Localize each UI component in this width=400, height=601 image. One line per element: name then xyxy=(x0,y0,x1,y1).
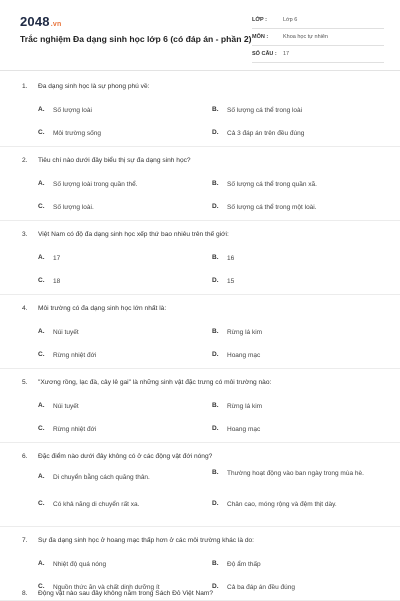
answer-option[interactable] xyxy=(38,106,92,116)
question-text xyxy=(22,157,191,164)
logo-main: 2048 xyxy=(20,14,50,29)
question-number: 2. xyxy=(22,157,28,164)
option-letter: B. xyxy=(212,254,219,261)
option-letter: B. xyxy=(212,106,219,113)
answer-option[interactable] xyxy=(38,328,79,338)
question-list xyxy=(0,73,400,601)
question-text-partial xyxy=(22,590,213,597)
option-text: Số lượng cá thể trong một loài. xyxy=(227,204,317,211)
answer-option[interactable] xyxy=(38,129,101,139)
option-letter: C. xyxy=(38,425,45,432)
option-text: Cả ba đáp án đều đúng xyxy=(227,584,295,591)
answer-option[interactable] xyxy=(38,254,60,264)
question-body: Đặc điểm nào dưới đây không có ở các động vật đới nóng? xyxy=(38,453,213,460)
question-text xyxy=(22,231,229,238)
meta-value: Lớp 6 xyxy=(283,17,298,23)
option-text: Hoang mạc xyxy=(227,426,261,433)
option-letter: A. xyxy=(38,180,45,187)
question-item xyxy=(0,295,400,369)
question-item xyxy=(0,73,400,147)
meta-value: 17 xyxy=(283,51,290,57)
option-text: Số lượng loài. xyxy=(53,204,94,211)
question-body: Việt Nam có độ đa dạng sinh học xếp thứ bao nhiêu trên thế giới: xyxy=(38,231,229,238)
answer-option[interactable] xyxy=(38,425,96,435)
option-text: Hoang mạc xyxy=(227,352,261,359)
option-text: 16 xyxy=(227,255,235,262)
option-letter: C. xyxy=(38,277,45,284)
option-letter: D. xyxy=(212,203,219,210)
option-letter: D. xyxy=(212,351,219,358)
option-text: Núi tuyết xyxy=(53,329,79,336)
answer-option[interactable] xyxy=(212,106,302,116)
option-text: Chân cao, móng rộng và đệm thịt dày. xyxy=(227,501,337,508)
option-letter: B. xyxy=(212,469,219,476)
option-text: Rừng nhiệt đới xyxy=(53,352,97,359)
option-text: Số lượng cá thể trong quần xã. xyxy=(227,181,317,188)
option-letter: B. xyxy=(212,560,219,567)
question-text xyxy=(22,537,254,544)
question-text xyxy=(22,83,149,90)
answer-option[interactable] xyxy=(38,180,138,190)
meta-row-subject xyxy=(252,29,384,46)
question-body: Môi trường có đa dạng sinh học lớn nhất là: xyxy=(38,305,167,312)
answer-option[interactable] xyxy=(212,351,260,361)
question-item xyxy=(0,147,400,221)
page-header xyxy=(0,0,400,64)
answer-option[interactable] xyxy=(38,560,106,570)
question-number: 4. xyxy=(22,305,28,312)
option-letter: A. xyxy=(38,328,45,335)
question-item xyxy=(0,443,400,527)
option-text: 18 xyxy=(53,278,61,285)
option-letter: A. xyxy=(38,254,45,261)
question-item xyxy=(0,369,400,443)
option-text: Môi trường sống xyxy=(53,130,101,137)
answer-option[interactable] xyxy=(212,129,304,139)
answer-option[interactable] xyxy=(38,203,94,213)
meta-row-count xyxy=(252,46,384,63)
question-text xyxy=(22,379,271,386)
option-letter: C. xyxy=(38,129,45,136)
question-text xyxy=(22,453,212,460)
question-body: Tiêu chí nào dưới đây biểu thị sự đa dạng sinh học? xyxy=(38,157,191,164)
answer-option[interactable] xyxy=(212,469,377,479)
option-letter: B. xyxy=(212,180,219,187)
answer-option[interactable] xyxy=(38,500,139,510)
option-text: Số lượng loài xyxy=(53,107,92,114)
quiz-title: Trắc nghiệm Đa dạng sinh học lớp 6 (có đáp án - phần 2) xyxy=(20,34,252,44)
option-text: Núi tuyết xyxy=(53,403,79,410)
option-text: Rừng lá kim xyxy=(227,329,263,336)
meta-label: SỐ CÂU : xyxy=(252,51,277,57)
option-text: Thường hoạt động vào ban ngày trong mùa hè. xyxy=(227,470,364,477)
option-text: 15 xyxy=(227,278,235,285)
meta-row-class xyxy=(252,12,384,29)
option-letter: B. xyxy=(212,402,219,409)
question-body: Đa dạng sinh học là sự phong phú về: xyxy=(38,83,150,90)
option-text: Rừng lá kim xyxy=(227,403,263,410)
question-text xyxy=(22,305,166,312)
option-text: Nhiệt độ quá nóng xyxy=(53,561,107,568)
answer-option[interactable] xyxy=(38,351,96,361)
quiz-meta-table xyxy=(252,12,384,63)
answer-option[interactable] xyxy=(212,425,260,435)
answer-option[interactable] xyxy=(212,583,295,593)
option-letter: B. xyxy=(212,328,219,335)
answer-option[interactable] xyxy=(38,473,150,483)
option-letter: D. xyxy=(212,129,219,136)
answer-option[interactable] xyxy=(212,277,234,287)
option-letter: C. xyxy=(38,351,45,358)
site-logo[interactable] xyxy=(20,14,61,29)
option-text: Nguồn thức ăn và chất dinh dưỡng ít xyxy=(53,584,160,591)
answer-option[interactable] xyxy=(212,254,234,264)
option-letter: A. xyxy=(38,106,45,113)
option-letter: D. xyxy=(212,500,219,507)
question-number: 1. xyxy=(22,83,28,90)
question-number: 5. xyxy=(22,379,28,386)
question-item xyxy=(0,221,400,295)
question-body: Động vật nào sau đây không nằm trong Sách Đỏ Việt Nam? xyxy=(38,590,214,597)
option-letter: A. xyxy=(38,473,45,480)
question-number: 3. xyxy=(22,231,28,238)
answer-option[interactable] xyxy=(212,500,337,510)
answer-option[interactable] xyxy=(212,203,317,213)
question-number: 7. xyxy=(22,537,28,544)
answer-option[interactable] xyxy=(212,180,317,190)
logo-tld: .vn xyxy=(50,21,62,28)
option-text: Độ ẩm thấp xyxy=(227,561,261,568)
option-text: Số lượng loài trong quần thể. xyxy=(53,181,138,188)
answer-option[interactable] xyxy=(212,402,262,412)
option-text: Số lượng cá thể trong loài xyxy=(227,107,303,114)
answer-option[interactable] xyxy=(38,277,60,287)
option-letter: C. xyxy=(38,583,45,590)
meta-value: Khoa học tự nhiên xyxy=(283,34,328,40)
option-letter: D. xyxy=(212,425,219,432)
option-letter: D. xyxy=(212,583,219,590)
option-letter: A. xyxy=(38,402,45,409)
option-letter: C. xyxy=(38,500,45,507)
option-letter: A. xyxy=(38,560,45,567)
option-text: Cả 3 đáp án trên đều đúng xyxy=(227,130,305,137)
meta-label: LỚP : xyxy=(252,17,267,23)
question-number: 8. xyxy=(22,590,28,597)
answer-option[interactable] xyxy=(212,560,261,570)
meta-label: MÔN : xyxy=(252,34,269,40)
option-text: Có khả năng di chuyển rất xa. xyxy=(53,501,140,508)
question-body: "Xương rồng, lạc đà, cây lê gai" là những sinh vật đặc trưng có môi trường nào: xyxy=(38,379,272,386)
option-text: 17 xyxy=(53,255,61,262)
option-letter: C. xyxy=(38,203,45,210)
question-body: Sự đa dạng sinh học ở hoang mạc thấp hơn ở các môi trường khác là do: xyxy=(38,537,254,544)
option-text: Di chuyển bằng cách quăng thân. xyxy=(53,474,150,481)
option-letter: D. xyxy=(212,277,219,284)
question-number: 6. xyxy=(22,453,28,460)
option-text: Rừng nhiệt đới xyxy=(53,426,97,433)
answer-option[interactable] xyxy=(38,402,79,412)
answer-option[interactable] xyxy=(212,328,262,338)
header-divider xyxy=(0,70,400,71)
